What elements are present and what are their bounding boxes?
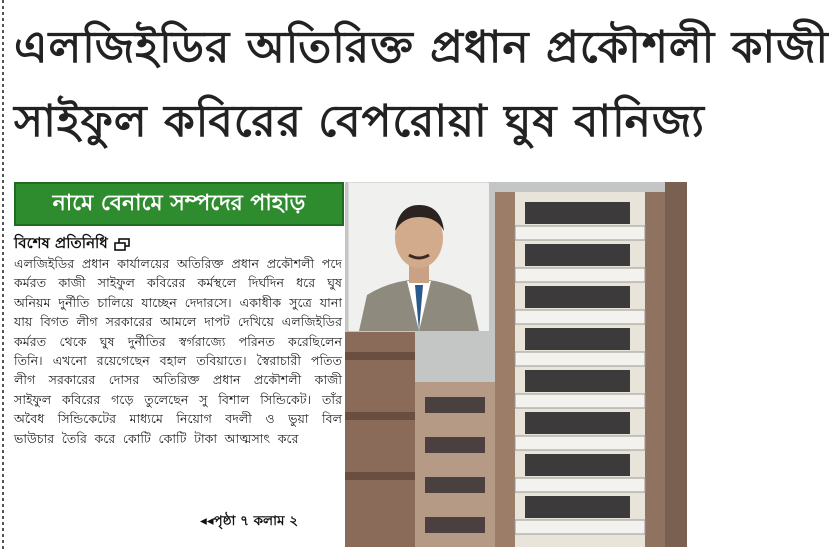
article-body xyxy=(14,254,342,448)
byline-text: বিশেষ প্রতিনিধি xyxy=(14,234,108,252)
headline-line-1: এলজিইডির অতিরিক্ত প্রধান প্রকৌশলী কাজী xyxy=(14,22,829,73)
subheadline xyxy=(14,182,344,226)
portrait-photo xyxy=(348,182,488,330)
continuation-note: ◂◂পৃষ্ঠা ৭ কলাম ২ xyxy=(200,513,298,529)
window-icon xyxy=(114,238,130,251)
clipping-edge xyxy=(0,0,8,551)
subheadline-text: নামে বেনামে সম্পদের পাহাড় xyxy=(52,190,306,216)
article-text: এলজিইডির প্রধান কার্যালয়ের অতিরিক্ত প্রধান প্রকৌশলী পদে কর্মরত কাজী সাইফুল কবিরের কর্মস্থলে দির্ঘদিন ধরে ঘুষ অনিয়ম দুর্নীতি চালিয়ে যাচ্ছেন দেদারসে। একাধীক সুত্রে যানা যায় বিগত লীগ সরকারের আমলে দাপট দেখিয়ে এলজিইডির কর্মরত থেকে ঘুষ দুর্নীতির স্বর্গরাজ্যে পরিনত করেছিলেন তিনি। এখনো রয়েগেছেন বহাল তবিয়াতে। স্বৈরাচারী পতিত লীগ সরকারের দোসর অতিরিক্ত প্রধান প্রকৌশলী কাজী সাইফুল কবিরের গড়ে তুলেছেন সু বিশাল সিন্ডিকেট। তাঁর অবৈধ সিন্ডিকেটের মাধ্যমে নিয়োগ বদলী ও ভুয়া বিল ভাউচার তৈরি করে কোটি কোটি টাকা আত্মসাৎ করে xyxy=(14,256,342,446)
headline-line-2: সাইফুল কবিরের বেপরোয়া ঘুষ বানিজ্য xyxy=(14,96,706,147)
